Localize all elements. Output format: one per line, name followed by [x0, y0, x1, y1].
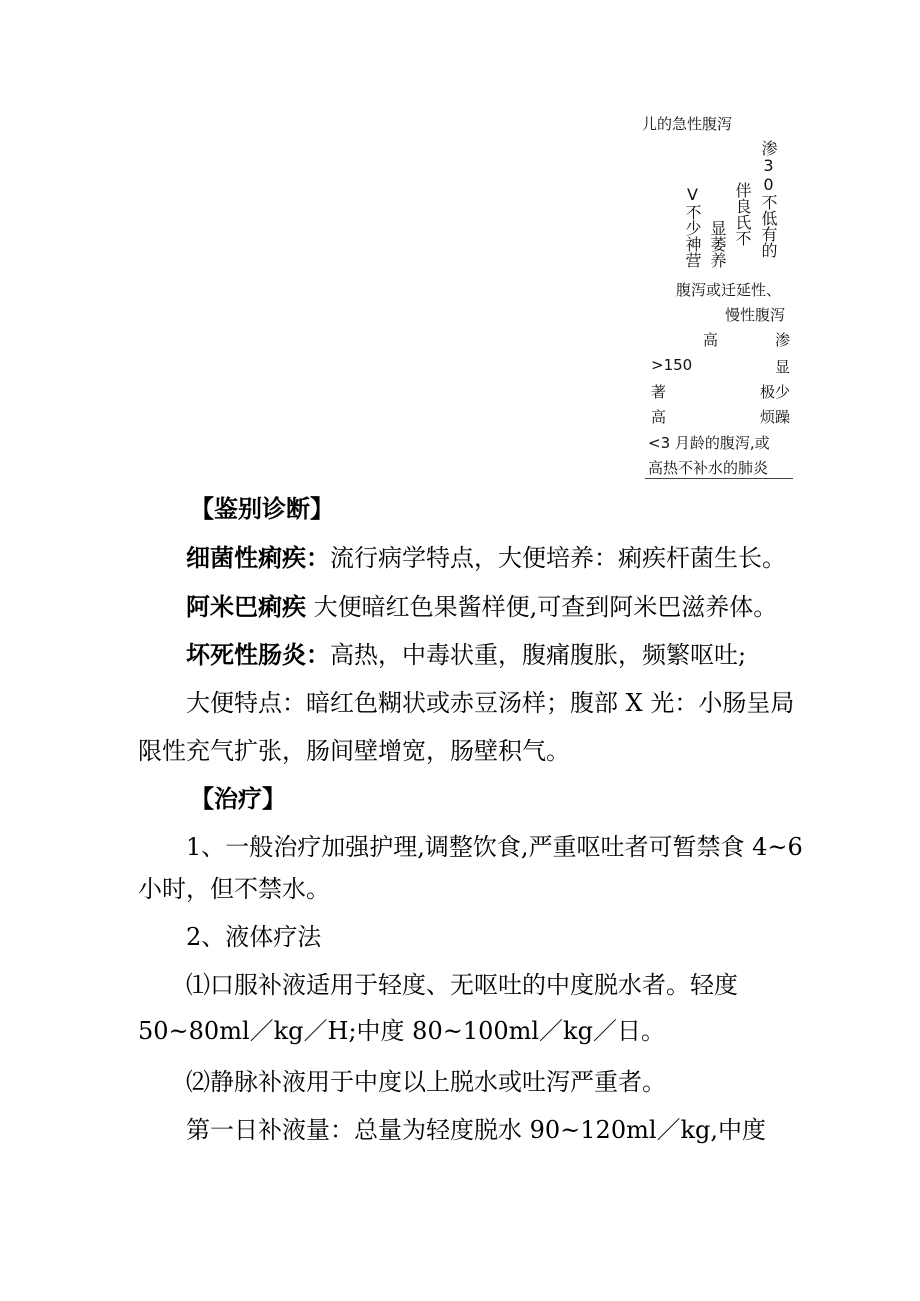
amoebic-dysentery-text: 大便暗红色果酱样便,可查到阿米巴滋养体。 [313, 593, 778, 621]
table-col-left-vertical: V不少神营 [683, 185, 702, 268]
table-cell-xian: 显 [775, 358, 791, 376]
table-row-chronic-2: 慢性腹泻 [725, 306, 786, 324]
table-cell-zhu: 著 [651, 383, 667, 401]
necrotizing-enteritis-line [186, 640, 746, 670]
table-bottom-rule [645, 478, 793, 479]
table-cell-gao-1: 高 [703, 331, 719, 349]
bacterial-dysentery-label: 细菌性痢疾： [186, 543, 330, 572]
table-cell-fanzao: 烦躁 [760, 408, 791, 426]
day-one-volume-line: 第一日补液量：总量为轻度脱水 90~120ml／kg,中度 [186, 1116, 767, 1144]
treatment-item-1-line-2: 小时，但不禁水。 [138, 875, 330, 903]
bacterial-dysentery-text: 流行病学特点，大便培养：痢疾杆菌生长。 [330, 544, 786, 572]
iv-rehydration-line: ⑵静脉补液用于中度以上脱水或吐泻严重者。 [186, 1068, 666, 1096]
table-footer-2: 高热不补水的肺炎 [648, 459, 769, 477]
oral-rehydration-line-1: ⑴口服补液适用于轻度、无呕吐的中度脱水者。轻度 [186, 971, 738, 999]
necrotizing-enteritis-text: 高热，中毒状重，腹痛腹胀，频繁呕吐; [330, 641, 747, 669]
table-header-text: 儿的急性腹泻 [642, 115, 733, 133]
necrotizing-enteritis-line-2: 大便特点：暗红色糊状或赤豆汤样；腹部 X 光：小肠呈局 [186, 689, 795, 717]
table-col-mid-vertical: 显萎养 [708, 220, 727, 268]
bacterial-dysentery-line [186, 543, 786, 573]
necrotizing-enteritis-label: 坏死性肠炎： [186, 640, 330, 669]
treatment-item-1-line-1: 1、一般治疗加强护理,调整饮食,严重呕吐者可暂禁食 4~6 [186, 833, 803, 861]
oral-rehydration-line-2: 50~80ml／kg／H;中度 80~100ml／kg／日。 [138, 1017, 665, 1045]
table-col-mid-right-vertical: 伴良氏不 [733, 182, 752, 246]
necrotizing-enteritis-line-3: 限性充气扩张，肠间壁增宽，肠壁积气。 [138, 737, 570, 765]
table-cell-shen: 渗 [775, 331, 791, 349]
treatment-item-2: 2、液体疗法 [186, 923, 322, 951]
diff-diagnosis-heading: 【鉴别诊断】 [190, 494, 334, 523]
table-row-chronic-1: 腹泻或迁延性、 [676, 281, 782, 299]
table-cell-jishao: 极少 [760, 383, 791, 401]
amoebic-dysentery-label: 阿米巴痢疾 [186, 592, 306, 621]
treatment-heading: 【治疗】 [190, 784, 286, 813]
table-footer-1: <3 月龄的腹泻,或 [648, 434, 770, 452]
table-cell-gt150: >150 [651, 356, 693, 374]
table-cell-gao-2: 高 [651, 408, 667, 426]
amoebic-dysentery-line [186, 592, 777, 622]
table-col-right-vertical: 渗30不低有的 [759, 140, 778, 258]
